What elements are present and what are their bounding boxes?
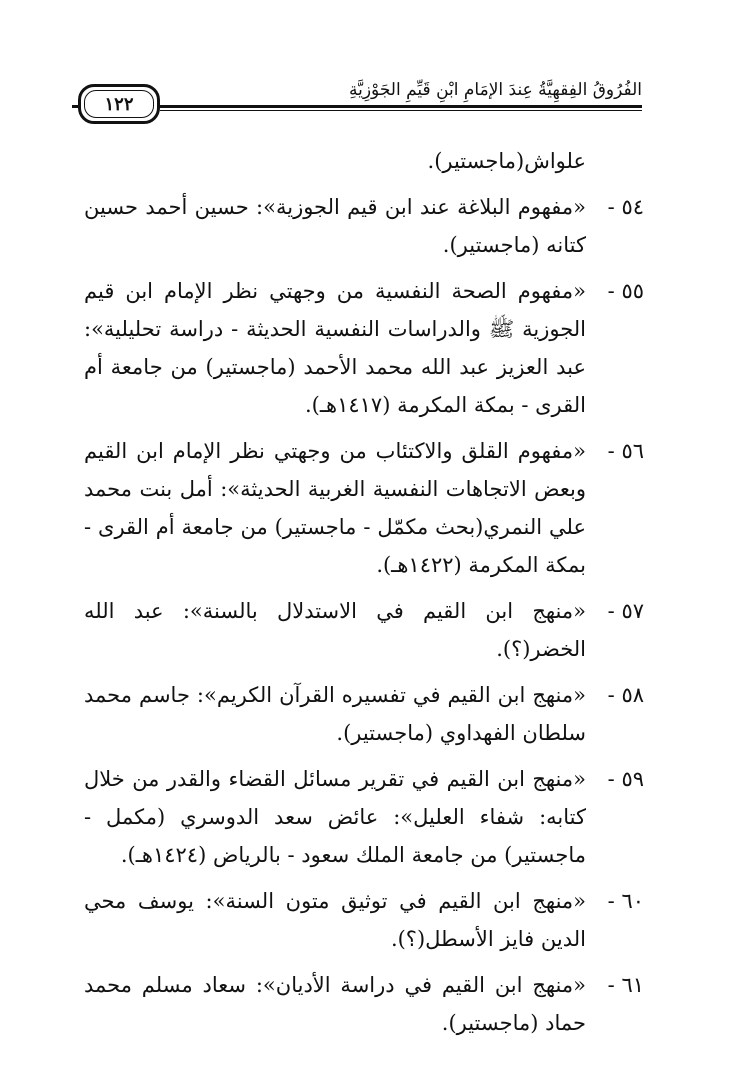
page-number-frame bbox=[78, 84, 160, 124]
continued-entry-text: علواش(ماجستير). bbox=[427, 149, 586, 173]
list-item bbox=[84, 272, 644, 424]
list-item bbox=[84, 882, 644, 958]
entry-text: «مفهوم البلاغة عند ابن قيم الجوزية»: حسين أحمد حسين كتانه (ماجستير). bbox=[84, 195, 586, 257]
entry-number: ٥٤ - bbox=[607, 195, 644, 219]
running-title: الفُرُوقُ الفِقهِيَّةُ عِندَ الإمَامِ ابْنِ قَيِّمِ الجَوْزِيَّةِ bbox=[349, 80, 642, 100]
entry-text: «مفهوم الصحة النفسية من وجهتي نظر الإمام ابن قيم الجوزية ﷺ والدراسات النفسية الحديثة - دراسة تحليلية»: عبد العزيز عبد الله محمد الأحمد (ماجستير) من جامعة أم القرى - بمكة المكرمة (١٤١٧هـ). bbox=[84, 279, 586, 417]
entry-text: «منهج ابن القيم في تقرير مسائل القضاء والقدر من خلال كتابه: شفاء العليل»: عائض سعد الدوسري (مكمل - ماجستير) من جامعة الملك سعود - بالرياض (١٤٢٤هـ). bbox=[84, 767, 586, 867]
entry-number: ٥٦ - bbox=[607, 439, 644, 463]
list-item bbox=[84, 188, 644, 264]
bibliography-list bbox=[84, 142, 644, 1050]
entry-number: ٥٧ - bbox=[607, 599, 644, 623]
entry-text: «منهج ابن القيم في دراسة الأديان»: سعاد مسلم محمد حماد (ماجستير). bbox=[84, 973, 586, 1035]
list-item bbox=[84, 592, 644, 668]
header-rule-thick bbox=[160, 105, 642, 108]
entry-text: «منهج ابن القيم في توثيق متون السنة»: يوسف محي الدين فايز الأسطل(؟). bbox=[84, 889, 586, 951]
entry-number: ٦٠ - bbox=[607, 889, 644, 913]
header-rule-thin bbox=[160, 110, 642, 111]
list-item bbox=[84, 676, 644, 752]
entry-number: ٥٩ - bbox=[607, 767, 644, 791]
running-header bbox=[72, 70, 642, 130]
entry-text: «منهج ابن القيم في تفسيره القرآن الكريم»: جاسم محمد سلطان الفهداوي (ماجستير). bbox=[84, 683, 586, 745]
page-number: ١٢٢ bbox=[104, 93, 134, 115]
entry-number: ٥٨ - bbox=[607, 683, 644, 707]
entry-text: «منهج ابن القيم في الاستدلال بالسنة»: عبد الله الخضر(؟). bbox=[84, 599, 586, 661]
entry-number: ٦١ - bbox=[607, 973, 644, 997]
list-item bbox=[84, 432, 644, 584]
list-item bbox=[84, 966, 644, 1042]
entry-text: «مفهوم القلق والاكتئاب من وجهتي نظر الإمام ابن القيم وبعض الاتجاهات النفسية الغربية الحديثة»: أمل بنت محمد علي النمري(بحث مكمّل - ماجستير) من جامعة أم القرى - بمكة المكرمة (١٤٢٢هـ). bbox=[84, 439, 586, 577]
entry-number: ٥٥ - bbox=[607, 279, 644, 303]
list-item bbox=[84, 760, 644, 874]
